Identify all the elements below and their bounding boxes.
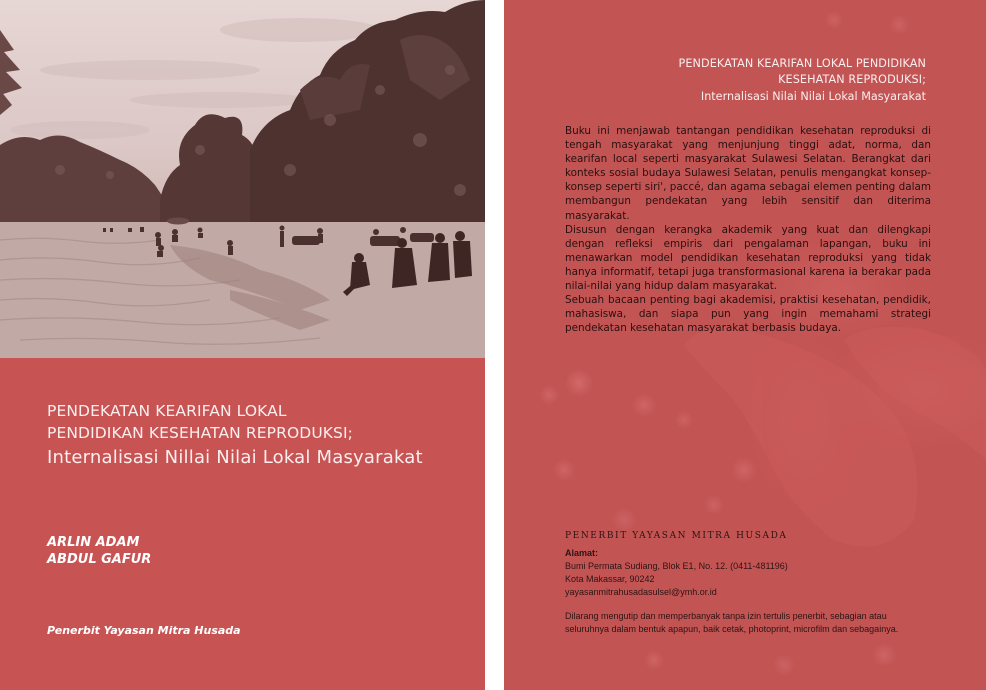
email-address: yayasanmitrahusadasulsel@ymh.or.id — [565, 587, 717, 597]
front-title-block — [47, 400, 467, 471]
blurb-paragraph: Sebuah bacaan penting bagi akademisi, praktisi kesehatan, pendidik, mahasiswa, dan siapa pun yang ingin memahami strategi pendekatan kesehatan masyarakat berbasis budaya. — [565, 294, 931, 335]
back-title-line-2: KESEHATAN REPRODUKSI; — [778, 73, 926, 86]
back-cover — [504, 0, 986, 690]
front-subtitle: Internalisasi Nillai Nilai Lokal Masyarakat — [47, 447, 423, 468]
back-header-block — [526, 56, 926, 105]
author-name: ARLIN ADAM — [47, 535, 140, 550]
address-label: Alamat: — [565, 548, 599, 558]
back-title-line-1: PENDEKATAN KEARIFAN LOKAL PENDIDIKAN — [678, 57, 926, 70]
publisher-info-block — [565, 530, 965, 636]
front-title-line-2: PENDIDIKAN KESEHATAN REPRODUKSI; — [47, 424, 353, 442]
cover-photo-riverbank — [0, 0, 485, 358]
copyright-disclaimer: Dilarang mengutip dan memperbanyak tanpa izin tertulis penerbit, sebagian atau seluruhnya dalam bentuk apapun, baik cetak, photoprint, microfilm dan sebagainya. — [565, 611, 899, 634]
blurb-paragraph: Buku ini menjawab tantangan pendidikan kesehatan reproduksi di tengah masyarakat yang menjunjung tinggi adat, norma, dan kearifan local seperti masyarakat Sulawesi Selatan. Berangkat dari konteks sosial budaya Sulawesi Selatan, penulis mengangkat konsep-konsep seperti siri', paccé, dan agama sebagai elemen penting dalam membangun pendekatan yang lebih sensitif dan diterima masyarakat. — [565, 125, 931, 222]
front-publisher-name: Penerbit Yayasan Mitra Husada — [47, 624, 241, 637]
author-name: ABDUL GAFUR — [47, 552, 152, 567]
address-line: Kota Makassar, 90242 — [565, 574, 655, 584]
front-cover — [0, 0, 485, 690]
front-title-line-1: PENDEKATAN KEARIFAN LOKAL — [47, 402, 287, 420]
back-subtitle: Internalisasi Nilai Nilai Lokal Masyarakat — [700, 90, 926, 103]
riverbank-photo-illustration — [0, 0, 485, 358]
address-line: Bumi Permata Sudiang, Blok E1, No. 12. (0411-481196) — [565, 561, 788, 571]
author-list — [47, 534, 151, 568]
back-blurb — [565, 124, 931, 335]
publisher-name: PENERBIT YAYASAN MITRA HUSADA — [565, 531, 788, 541]
blurb-paragraph: Disusun dengan kerangka akademik yang kuat dan dilengkapi dengan refleksi empiris dari pengalaman lapangan, buku ini menawarkan model pendidikan kesehatan reproduksi yang tidak hanya informatif, tetapi juga transformasional karena ia berakar pada nilai-nilai yang hidup dalam masyarakat. — [565, 223, 931, 293]
